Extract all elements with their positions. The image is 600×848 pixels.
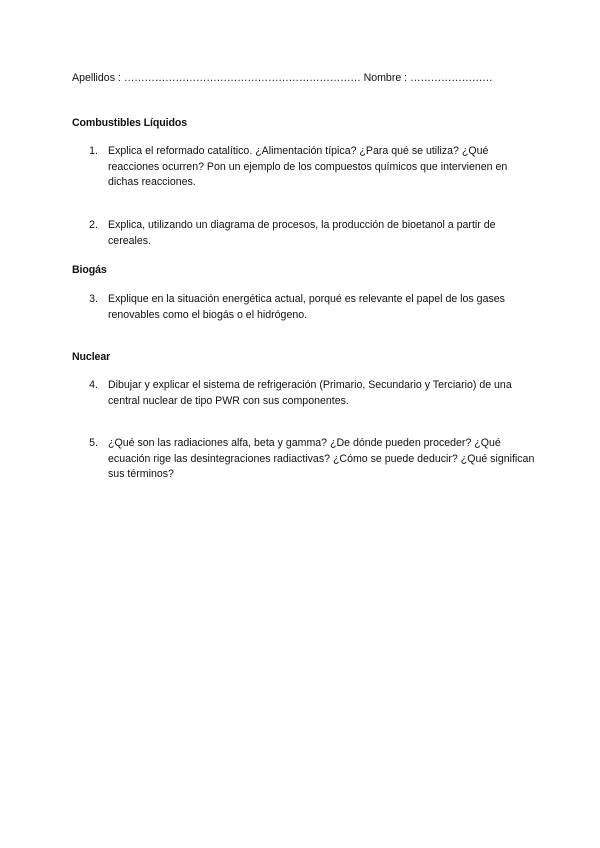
apellidos-label: Apellidos : — [72, 72, 121, 84]
section-title-biogas: Biogás — [72, 264, 107, 276]
apellidos-blank: …………………………………………………………… — [123, 72, 361, 84]
question-number: 5. — [89, 437, 98, 449]
nombre-label: Nombre : — [363, 72, 408, 84]
question-text: ¿Qué son las radiaciones alfa, beta y gamma? ¿De dónde pueden proceder? ¿Qué ecuación rige las desintegraciones radiactivas? ¿Cómo se puede deducir? ¿Qué significan sus términos? — [108, 437, 535, 480]
question-number: 4. — [89, 379, 98, 391]
question-text: Explica, utilizando un diagrama de procesos, la producción de bioetanol a partir de cereales. — [108, 219, 496, 247]
question-text: Dibujar y explicar el sistema de refrigeración (Primario, Secundario y Terciario) de una central nuclear de tipo PWR con sus componentes. — [108, 379, 512, 407]
nombre-blank: …………………… — [410, 72, 493, 84]
section-title-combustibles-liquidos: Combustibles Líquidos — [72, 117, 188, 129]
question-number: 3. — [89, 293, 98, 305]
question-text: Explique en la situación energética actual, porqué es relevante el papel de los gases renovables como el biogás o el hidrógeno. — [108, 293, 505, 321]
question-text: Explica el reformado catalítico. ¿Alimentación típica? ¿Para qué se utiliza? ¿Qué reacciones ocurren? Pon un ejemplo de los compuestos químicos que intervienen en dichas reacciones. — [108, 145, 508, 188]
name-header — [72, 71, 492, 87]
section-title-nuclear: Nuclear — [72, 351, 111, 363]
question-number: 1. — [89, 145, 98, 157]
question-number: 2. — [89, 219, 98, 231]
